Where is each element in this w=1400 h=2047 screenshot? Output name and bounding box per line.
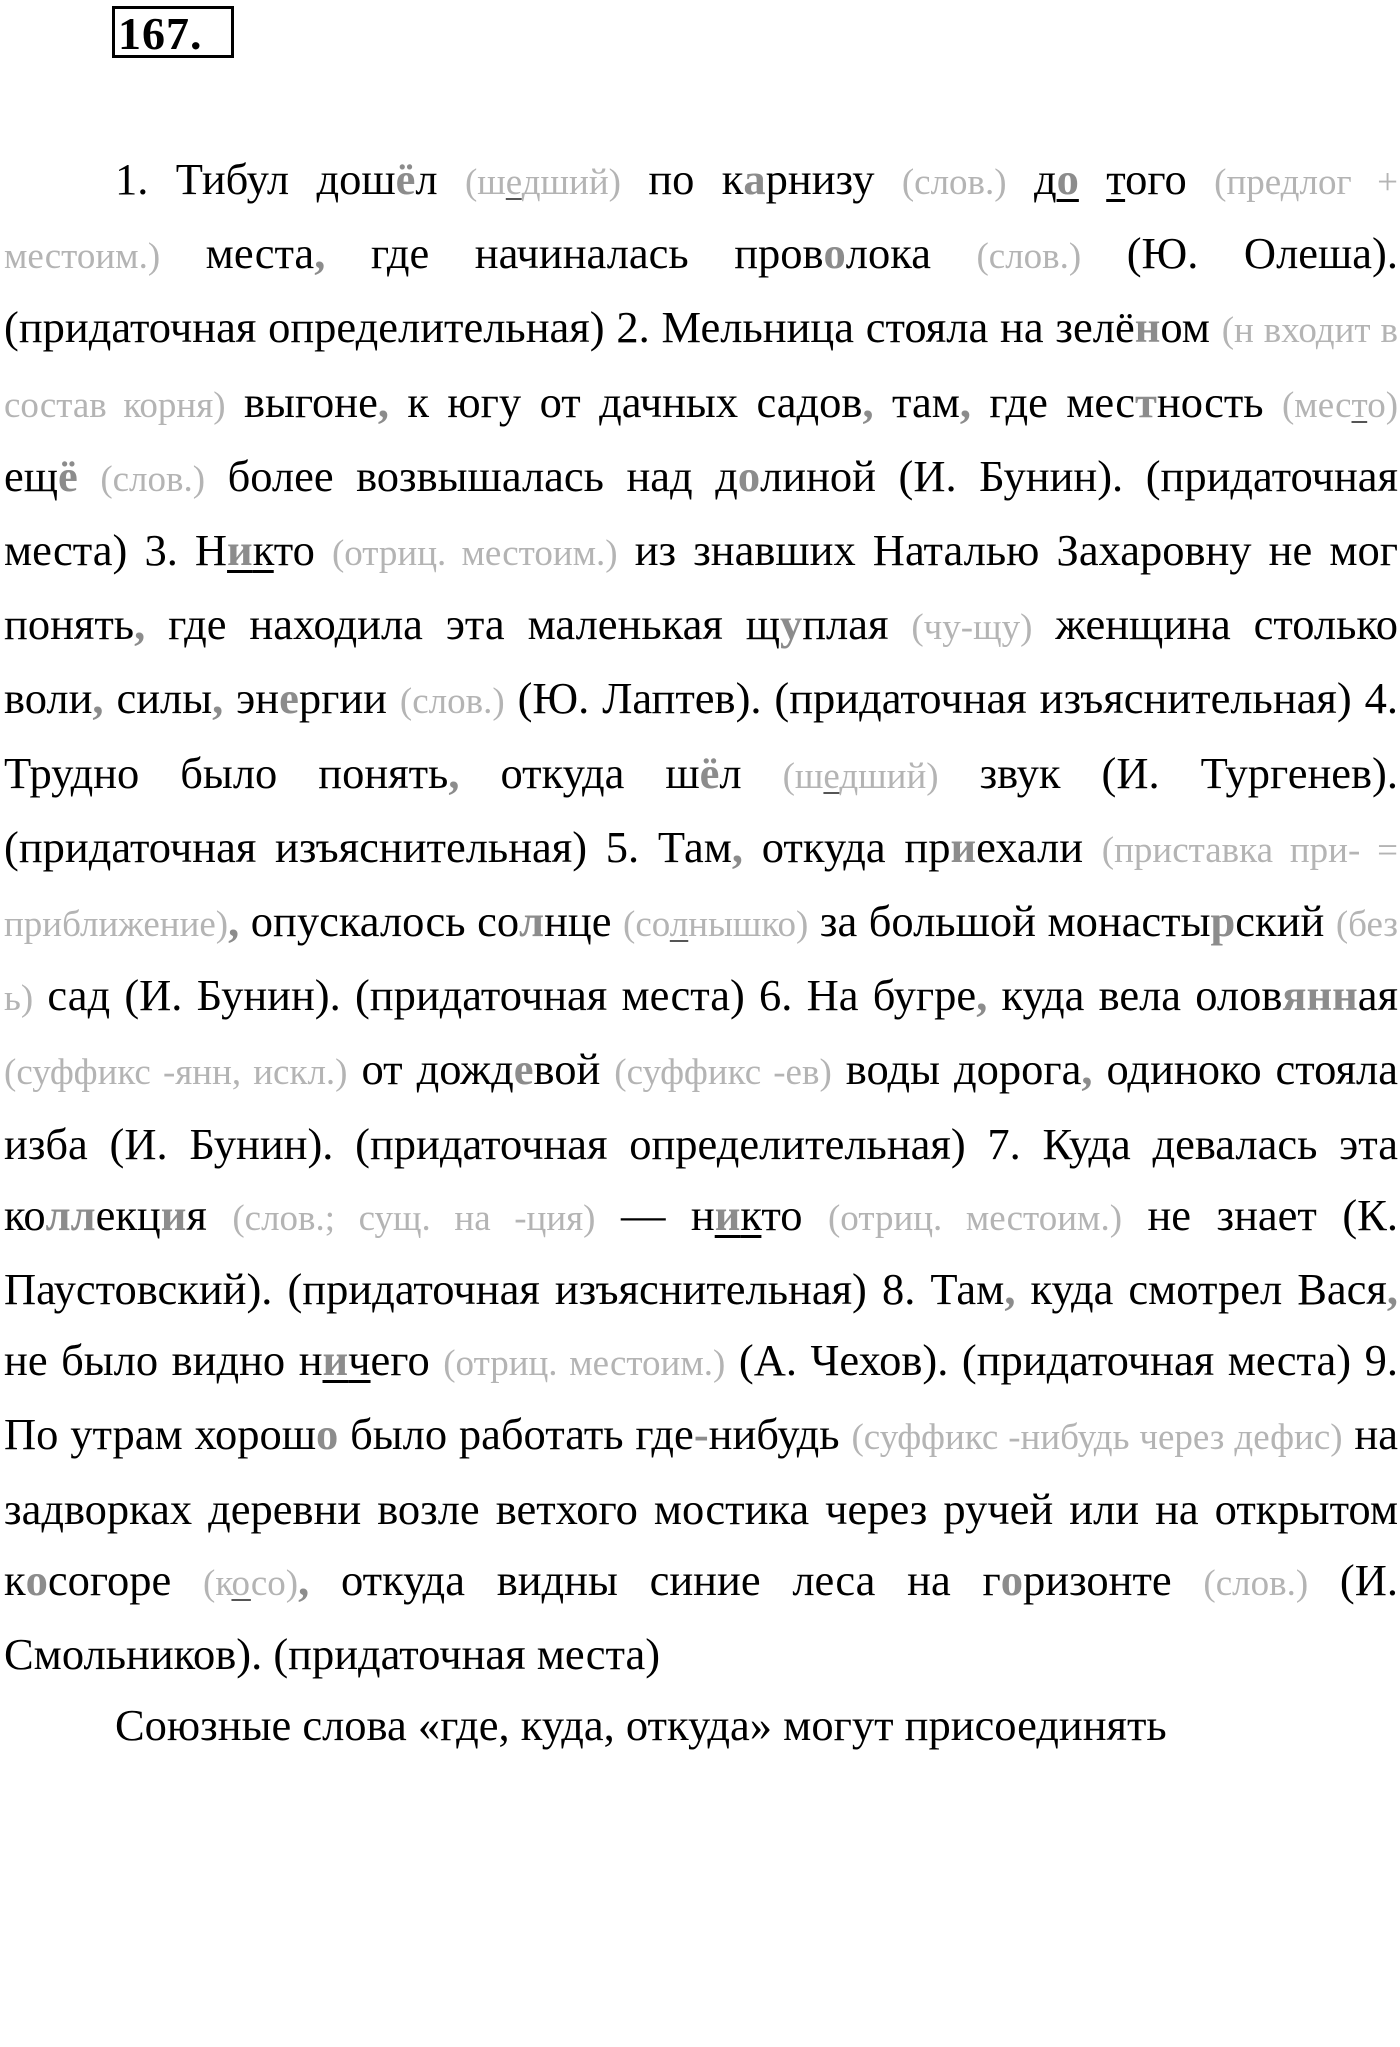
text-run: ехали xyxy=(976,821,1102,872)
text-run: ая xyxy=(1357,970,1398,1021)
text-run: звук (И. Тургенев). (придаточная изъяснительная) xyxy=(4,747,1398,872)
grammar-note-underlined: т xyxy=(1351,384,1368,426)
text-run: его xyxy=(370,1335,444,1386)
text-run: там xyxy=(873,376,960,427)
highlighted-letter: лл xyxy=(45,1189,96,1240)
text-run: Союзные слова «где, куда, откуда» могут присоединять xyxy=(115,1700,1167,1751)
grammar-note: (чу-щу) xyxy=(911,607,1033,649)
sentence-number: 6. xyxy=(759,970,793,1021)
text-run: л xyxy=(415,154,465,204)
text-run: вой xyxy=(533,1044,615,1095)
grammar-note: (мес xyxy=(1281,384,1352,426)
text-run: откуда видны синие леса на г xyxy=(309,1554,1001,1605)
highlighted-letter: о xyxy=(737,450,761,501)
highlighted-letter: н xyxy=(1134,302,1161,353)
grammar-note: (слов.) xyxy=(100,458,206,500)
highlighted-letter: , xyxy=(92,673,104,724)
highlighted-letter: ё xyxy=(58,450,78,501)
exercise-text xyxy=(4,144,1398,1761)
text-run: линой (И. Бунин). (придаточная места) xyxy=(4,450,1399,576)
highlighted-letter: т xyxy=(1135,376,1157,427)
grammar-note: (отриц. местоим.) xyxy=(827,1197,1123,1239)
highlighted-letter: , xyxy=(298,1554,310,1605)
text-run: (Ю. Олеша). (придаточная определительная) xyxy=(4,228,1398,353)
text-run: Трудно было понять xyxy=(4,747,449,798)
text-run: более возвышалась над д xyxy=(205,450,738,501)
text-run: я xyxy=(186,1189,233,1240)
text-run: женщина столько воли xyxy=(4,599,1398,724)
grammar-note-underlined: л xyxy=(669,904,689,946)
highlighted-letter: р xyxy=(1210,896,1236,947)
text-run: ский xyxy=(1235,896,1336,947)
text-run: то xyxy=(273,525,332,576)
grammar-note-underlined: е xyxy=(823,755,840,797)
text-run: Там xyxy=(915,1264,1005,1315)
grammar-note: (приставка при- = приближение) xyxy=(4,829,1398,946)
highlighted-letter: , xyxy=(377,376,389,427)
highlighted-letter: , xyxy=(212,673,224,724)
highlighted-letter: ё xyxy=(395,154,416,204)
text-run xyxy=(78,451,101,501)
grammar-note: (со xyxy=(623,904,670,946)
grammar-note: (ш xyxy=(464,162,506,203)
highlighted-letter: о xyxy=(316,1409,339,1460)
text-run: (А. Чехов). (придаточная места) xyxy=(725,1335,1365,1386)
text-run: Тибул дош xyxy=(148,154,396,204)
grammar-note: о) xyxy=(1367,384,1399,426)
text-run: куда смотрел Вася xyxy=(1015,1264,1387,1315)
highlighted-letter: и xyxy=(950,821,977,872)
highlighted-underlined-letter: и xyxy=(322,1335,349,1386)
text-run: нце xyxy=(544,896,624,947)
text-run: На бугре xyxy=(792,970,977,1021)
paragraph xyxy=(4,144,1398,1690)
sentence-number: 8. xyxy=(881,1264,916,1315)
text-run: опускалось со xyxy=(239,896,520,947)
underlined-letter: т xyxy=(1106,154,1126,204)
text-run xyxy=(1079,154,1106,204)
highlighted-letter: ё xyxy=(699,747,720,798)
grammar-note: дший) xyxy=(839,755,939,797)
highlighted-letter: а xyxy=(743,154,766,204)
text-run: л xyxy=(719,747,783,798)
text-run: откуда пр xyxy=(743,821,951,872)
text-run: Там xyxy=(639,821,732,872)
text-run: Мельница стояла на зелё xyxy=(649,302,1135,353)
paragraph xyxy=(4,1690,1398,1761)
text-run: нибудь xyxy=(708,1409,852,1460)
grammar-note: нышко) xyxy=(688,904,809,946)
highlighted-letter: е xyxy=(513,1044,534,1095)
text-run: Куда девалась эта ко xyxy=(4,1118,1399,1240)
highlighted-letter: у xyxy=(779,599,803,650)
grammar-note: (предлог + местоим.) xyxy=(4,162,1399,278)
grammar-note: (слов.) xyxy=(976,236,1082,278)
underlined-letter: к xyxy=(252,525,274,576)
text-run: выгоне xyxy=(225,376,378,427)
text-run: места xyxy=(160,228,315,279)
text-run: Н xyxy=(177,525,228,576)
grammar-note: (суффикс -ев) xyxy=(614,1052,832,1094)
text-run: н xyxy=(665,1189,715,1240)
sentence-number: 3. xyxy=(144,525,178,576)
text-run: силы xyxy=(103,673,213,724)
text-run: где начиналась пров xyxy=(325,228,824,279)
exercise-number-dot: . xyxy=(190,8,203,59)
highlighted-letter: , xyxy=(959,376,972,427)
highlighted-letter: е xyxy=(279,673,299,724)
text-run: ого xyxy=(1125,154,1215,204)
text-run: от дожд xyxy=(347,1044,514,1095)
grammar-note: дший) xyxy=(521,162,621,203)
highlighted-letter: л xyxy=(519,896,545,947)
sentence-number: 7. xyxy=(987,1118,1021,1169)
highlighted-letter: , xyxy=(134,599,146,650)
grammar-note: (отриц. местоим.) xyxy=(443,1343,726,1385)
grammar-note: (суффикс -нибудь через дефис) xyxy=(851,1417,1343,1459)
underlined-letter: к xyxy=(740,1189,762,1240)
text-run: воды дорога xyxy=(831,1044,1082,1095)
text-run: на задворках деревни возле ветхого мостика через ручей или на открытом к xyxy=(4,1409,1398,1605)
sentence-number: 9. xyxy=(1364,1335,1398,1386)
highlighted-letter: , xyxy=(1081,1044,1093,1095)
text-run: эн xyxy=(223,673,280,724)
grammar-note: (слов.) xyxy=(399,681,505,723)
sentence-number: 2. xyxy=(616,302,650,353)
underlined-letter: ч xyxy=(348,1335,371,1386)
grammar-note: со) xyxy=(250,1562,299,1604)
grammar-note: (суффикс -янн, искл.) xyxy=(4,1052,348,1094)
highlighted-letter: о xyxy=(823,228,846,279)
text-run: (И. Смольников). (придаточная места) xyxy=(4,1554,1398,1680)
text-run: куда вела олов xyxy=(987,970,1283,1021)
text-run: (Ю. Лаптев). (придаточная изъяснительная) xyxy=(504,673,1365,724)
text-run: сад (И. Бунин). (придаточная места) xyxy=(33,970,760,1021)
grammar-note: (слов.) xyxy=(1203,1562,1309,1604)
text-run: из знавших Наталью Захаровну не мог понять xyxy=(4,525,1398,650)
highlighted-letter: - xyxy=(693,1409,709,1460)
text-run xyxy=(595,1190,620,1240)
highlighted-letter: о xyxy=(25,1554,48,1605)
grammar-note: (к xyxy=(203,1562,232,1604)
text-run: откуда ш xyxy=(459,747,700,798)
text-run: лока xyxy=(845,228,977,279)
text-run: где находила эта маленькая щ xyxy=(145,599,780,650)
text-run: где мес xyxy=(971,376,1136,427)
text-run: одиноко стояла изба (И. Бунин). (придаточная определительная) xyxy=(4,1044,1398,1169)
highlighted-letter: , xyxy=(862,376,874,427)
highlighted-letter: , xyxy=(731,821,743,872)
grammar-note: (без ь) xyxy=(4,904,1398,1020)
grammar-note: (ш xyxy=(782,755,824,797)
highlighted-letter: о xyxy=(1000,1554,1023,1605)
text-run: рнизу xyxy=(765,154,902,204)
text-run: ещ xyxy=(4,450,59,501)
text-run: д xyxy=(1006,154,1057,204)
highlighted-underlined-letter: и xyxy=(714,1189,741,1240)
grammar-note: (слов.; сущ. на -ция) xyxy=(232,1197,596,1239)
grammar-note-underlined: е xyxy=(505,162,522,203)
sentence-number: — xyxy=(620,1189,666,1240)
highlighted-underlined-letter: и xyxy=(227,525,253,576)
exercise-number xyxy=(118,8,203,60)
text-run: По утрам хорош xyxy=(4,1409,317,1460)
text-run: за большой монасты xyxy=(808,896,1211,947)
grammar-note: (отриц. местоим.) xyxy=(331,533,618,575)
text-run: ризонте xyxy=(1023,1554,1204,1605)
highlighted-letter: янн xyxy=(1282,970,1358,1021)
text-run: ом xyxy=(1160,302,1222,353)
sentence-number: 4. xyxy=(1364,673,1398,724)
grammar-note: (н входит в состав корня) xyxy=(4,310,1398,426)
text-run: екц xyxy=(95,1189,161,1240)
highlighted-letter: , xyxy=(1004,1264,1016,1315)
grammar-note: (слов.) xyxy=(901,162,1007,203)
highlighted-underlined-letter: о xyxy=(1056,154,1079,204)
text-run: согоре xyxy=(47,1554,204,1605)
sentence-number: 1. xyxy=(115,154,149,204)
highlighted-letter: , xyxy=(976,970,988,1021)
highlighted-letter: и xyxy=(160,1189,187,1240)
text-run: не было видно н xyxy=(4,1335,323,1386)
text-run: к югу от дачных садов xyxy=(388,376,863,427)
text-run: по к xyxy=(620,154,744,204)
text-run: плая xyxy=(802,599,912,650)
text-run: не знает (К. Паустовский). (придаточная изъяснительная) xyxy=(4,1189,1398,1315)
text-run: ность xyxy=(1156,376,1282,427)
highlighted-letter: , xyxy=(228,896,240,947)
text-run: то xyxy=(761,1189,828,1240)
highlighted-letter: , xyxy=(448,747,460,798)
text-run: ргии xyxy=(298,673,400,724)
sentence-number: 5. xyxy=(605,821,640,872)
highlighted-letter: , xyxy=(1386,1264,1398,1315)
grammar-note-underlined: о xyxy=(231,1562,251,1604)
highlighted-letter: , xyxy=(314,228,326,279)
text-run: было работать где xyxy=(338,1409,694,1460)
exercise-number-value: 167 xyxy=(118,8,190,59)
